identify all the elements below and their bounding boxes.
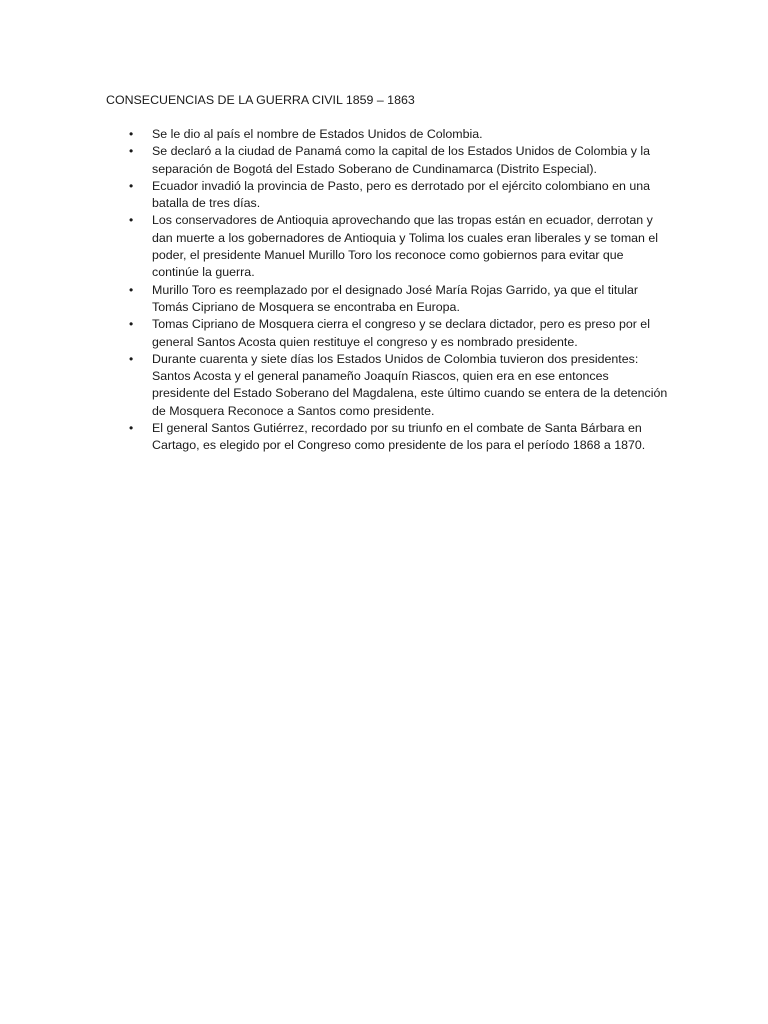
list-item: [128, 143, 668, 178]
list-item-text: Los conservadores de Antioquia aprovechando que las tropas están en ecuador, derrotan y dan muerte a los gobernadores de Antioquia y Tolima los cuales eran liberales y se toman el poder, el presidente Manuel Murillo Toro los reconoce como gobiernos para evitar que continúe la guerra.: [152, 213, 659, 280]
list-item-text: Se le dio al país el nombre de Estados Unidos de Colombia.: [152, 127, 483, 141]
bullet-icon: •: [129, 213, 134, 228]
list-item: [128, 178, 668, 213]
bullet-icon: •: [129, 317, 134, 332]
list-item: [128, 282, 668, 317]
list-item: [128, 212, 668, 281]
document-title: CONSECUENCIAS DE LA GUERRA CIVIL 1859 – 1863: [106, 93, 415, 107]
list-item-text: El general Santos Gutiérrez, recordado por su triunfo en el combate de Santa Bárbara en Cartago, es elegido por el Congreso como presidente de los para el período 1868 a 1870.: [152, 421, 646, 453]
bullet-icon: •: [129, 144, 134, 159]
list-item: [128, 420, 668, 455]
list-item: [128, 351, 668, 420]
list-item: [128, 126, 668, 143]
bullet-icon: •: [129, 178, 134, 193]
list-item-text: Murillo Toro es reemplazado por el designado José María Rojas Garrido, ya que el titular Tomás Cipriano de Mosquera se encontraba en Europa.: [152, 282, 639, 314]
list-item-text: Ecuador invadió la provincia de Pasto, pero es derrotado por el ejército colombiano en una batalla de tres días.: [152, 178, 650, 211]
bullet-icon: •: [129, 282, 134, 297]
list-item-text: Se declaró a la ciudad de Panamá como la capital de los Estados Unidos de Colombia y la separación de Bogotá del Estado Soberano de Cundinamarca (Distrito Especial).: [152, 144, 650, 176]
consequences-list: [128, 126, 668, 455]
bullet-icon: •: [129, 127, 134, 141]
list-item: [128, 316, 668, 351]
bullet-icon: •: [129, 351, 134, 366]
bullet-icon: •: [129, 421, 134, 436]
list-item-text: Durante cuarenta y siete días los Estados Unidos de Colombia tuvieron dos presidentes: Santos Acosta y el general panameño Joaquín Riascos, quien era en ese entonces presidente del Estado Soberano del Magdalena, este último cuando se entera de la detención de Mosquera Reconoce a Santos como presidente.: [152, 351, 668, 418]
list-item-text: Tomas Cipriano de Mosquera cierra el congreso y se declara dictador, pero es preso por el general Santos Acosta quien restituye el congreso y es nombrado presidente.: [152, 317, 650, 349]
